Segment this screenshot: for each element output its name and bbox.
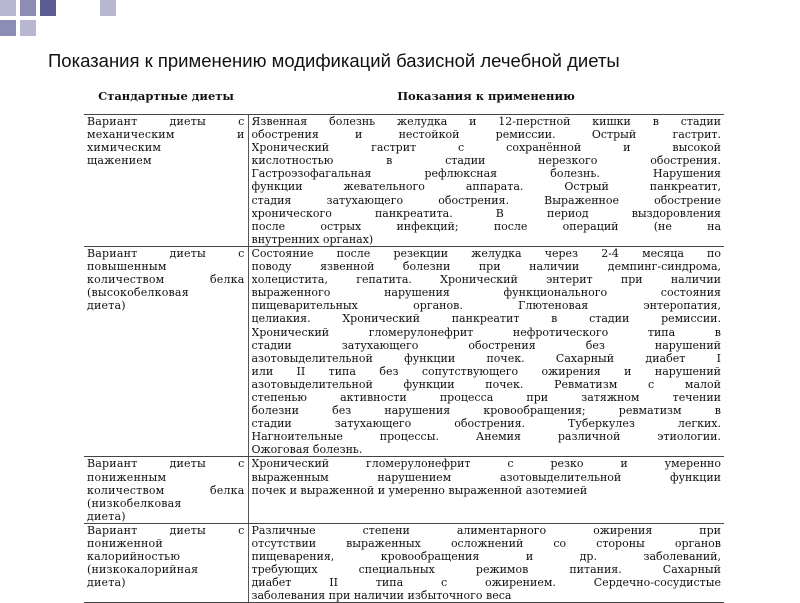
indication-line: Нагноительные процессы. Анемия различной этиологии. [251,430,721,444]
indication-line: Язвенная болезнь желудка и 12-перстной кишки в стадии [251,115,721,128]
diet-name-line: диета) [87,576,126,590]
decor-square [0,0,16,16]
indication-line: пищеварения, кровообращения и др. заболеваний, [251,550,721,564]
indication-line: Состояние после резекции желудка через 2-4 месяца по [251,246,721,260]
indication-line: требующих специальных режимов питания. Сахарный [251,563,721,577]
diet-name-line: Вариант диеты с [87,457,245,471]
diet-name-line: калорийностью [87,550,181,564]
diet-name-line: диета) [87,509,126,523]
diet-name-line: (высокобелковая [87,286,189,300]
table-row [84,457,724,523]
decor-square [0,20,16,36]
diet-name-line: Вариант диеты с [87,523,245,537]
indication-line: Гастроэзофагальная рефлюксная болезнь. Нарушения [251,167,721,181]
decor-square [40,0,56,16]
decor-square [20,0,36,16]
slide-title: Показания к применению модификаций базисной лечебной диеты [48,50,620,71]
indication-line: хронического панкреатита. В период выздоровления [251,206,721,220]
indication-line: после острых инфекций; после операций (не на [251,219,721,233]
diet-name-line: механическим и [87,128,245,142]
diet-name-line: щажением [87,154,152,168]
indications-cell [248,115,724,247]
diet-name-line: количеством белка [87,483,245,497]
indication-line: функции жевательного аппарата. Острый панкреатит, [251,180,721,194]
indication-line: или II типа без сопутствующего ожирения и нарушений [251,364,721,378]
indication-line: стадии затухающего обострения без нарушений [251,338,721,352]
indication-line: целиакия. Хронический панкреатит в стадии ремиссии. [251,312,721,326]
indication-line: Хронический гломерулонефрит нефротического типа в [251,325,721,339]
diet-name-cell [84,457,248,523]
diet-name-line: (низкобелковая [87,496,182,510]
indication-line: азотовыделительной функции почек. Ревматизм с малой [251,377,721,391]
decor-square [100,0,116,16]
indication-line: почек и выраженной и умеренно выраженной азотемией [251,483,588,497]
table-row [84,523,724,603]
indication-line: азотовыделительной функции почек. Сахарный диабет I [251,351,721,365]
diet-name-line: пониженной [87,537,163,550]
diet-name-line: химическим [87,141,162,155]
diet-name-line: Вариант диеты с [87,115,245,128]
decor-square [20,20,36,36]
indication-line: стадии затухающего обострения. Туберкулез легких. [251,417,721,431]
indication-line: Хронический гастрит с сохранённой и высокой [251,141,721,155]
indication-line: диабет II типа с ожирением. Сердечно-сосудистые [251,576,721,590]
indication-line: выраженного нарушения функционального состояния [251,286,721,300]
decorative-squares [0,0,800,44]
diet-name-line: количеством белка [87,273,245,287]
diet-name-cell [84,115,248,247]
indication-line: выраженным нарушением азотовыделительной функции [251,470,721,484]
indication-line: поводу язвенной болезни при наличии демпинг-синдрома, [251,260,721,274]
header-standard-diets: Стандартные диеты [84,90,248,115]
diet-name-line: (низкокалорийная [87,563,199,577]
diet-table [84,90,724,603]
indication-line: обострения и нестойкой ремиссии. Острый гастрит. [251,128,721,142]
indication-line: Различные степени алиментарного ожирения при [251,523,721,537]
diet-name-line: повышенным [87,260,167,274]
indication-line: Хронический гломерулонефрит с резко и умеренно [251,457,721,471]
indication-line: заболевания при наличии избыточного веса [251,589,512,603]
indication-line: внутренних органах) [251,232,374,246]
indications-cell [248,457,724,523]
table-header-row [84,90,724,115]
indication-line: степенью активности процесса при затяжном течении [251,390,721,404]
indications-cell [248,246,724,457]
diet-name-line: диета) [87,299,126,313]
indications-cell [248,523,724,603]
table-row [84,246,724,457]
indication-line: пищеварительных органов. Глютеновая энтеропатия, [251,299,721,313]
indication-line: кислотностью в стадии нерезкого обострения. [251,154,721,168]
indication-line: холецистита, гепатита. Хронический энтерит при наличии [251,273,721,287]
header-indications: Показания к применению [248,90,724,115]
diet-name-line: пониженным [87,470,167,484]
diet-name-line: Вариант диеты с [87,246,245,260]
diet-name-cell [84,246,248,457]
table-row [84,115,724,247]
indication-line: стадия затухающего обострения. Выраженное обострение [251,193,721,207]
indication-line: болезни без нарушения кровообращения; ревматизм в [251,404,721,418]
indication-line: отсутствии выраженных осложнений со стороны органов [251,537,721,550]
indication-line: Ожоговая болезнь. [251,443,363,457]
diet-name-cell [84,523,248,603]
